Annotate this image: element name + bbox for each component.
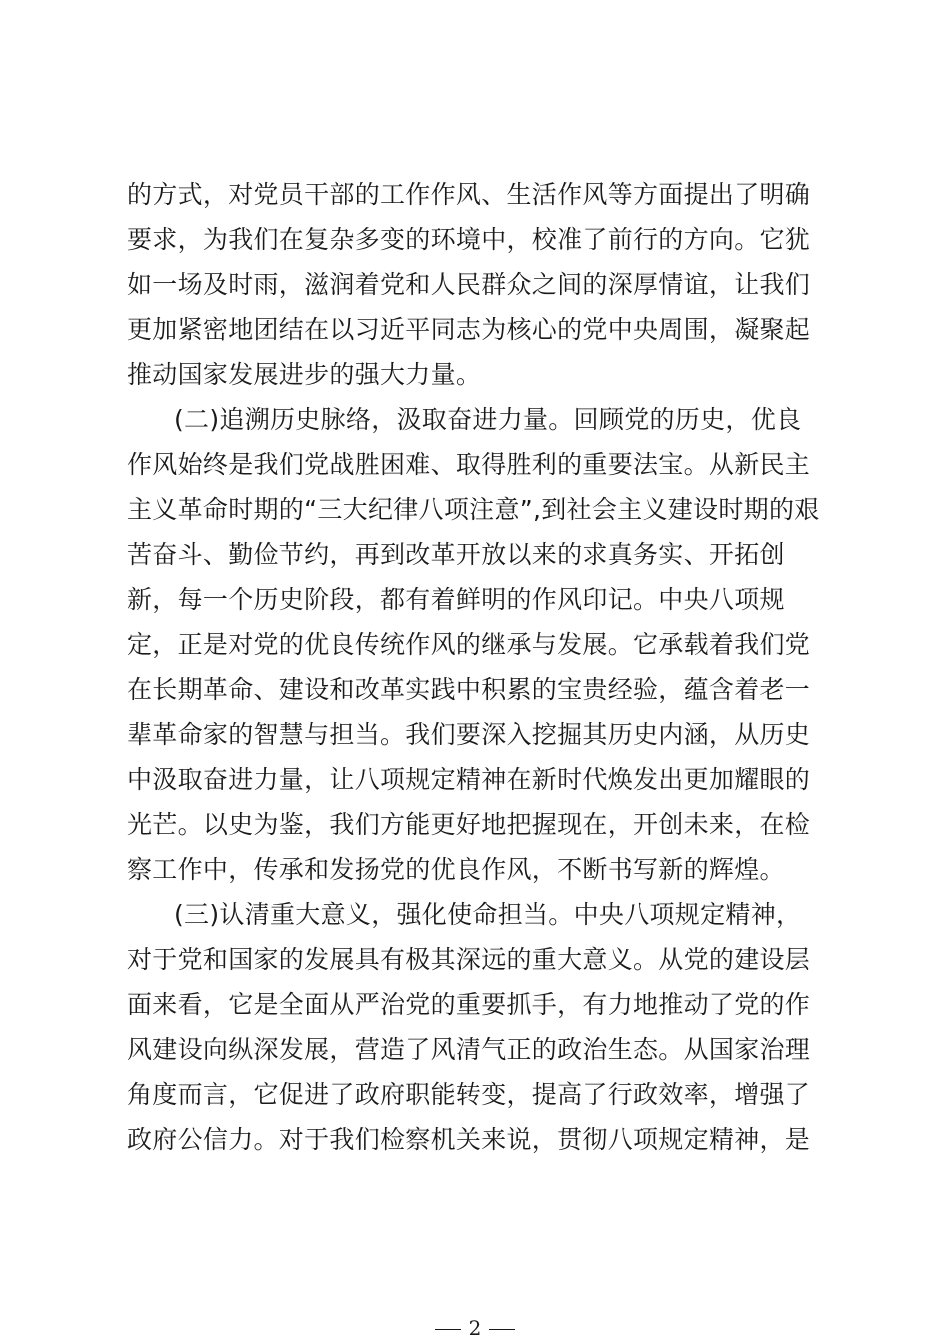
section-heading-line: (二)追溯历史脉络，汲取奋进力量。回顾党的历史，优良 xyxy=(174,405,802,434)
footer-dash-right xyxy=(489,1329,515,1330)
text-line: 推动国家发展进步的强大力量。 xyxy=(127,360,482,389)
text-line: 的方式，对党员干部的工作作风、生活作风等方面提出了明确 xyxy=(127,180,811,209)
text-line: 光芒。以史为鉴，我们方能更好地把握现在，开创未来，在检 xyxy=(127,810,811,839)
text-line: 辈革命家的智慧与担当。我们要深入挖掘其历史内涵，从历史 xyxy=(127,720,811,749)
text-line: 如一场及时雨，滋润着党和人民群众之间的深厚情谊，让我们 xyxy=(127,270,811,299)
text-line: 定，正是对党的优良传统作风的继承与发展。它承载着我们党 xyxy=(127,630,811,659)
text-line: 面来看，它是全面从严治党的重要抓手，有力地推动了党的作 xyxy=(127,990,811,1019)
section-heading-line: (三)认清重大意义，强化使命担当。中央八项规定精神， xyxy=(174,900,802,929)
text-line: 更加紧密地团结在以习近平同志为核心的党中央周围，凝聚起 xyxy=(127,315,811,344)
text-line: 要求，为我们在复杂多变的环境中，校准了前行的方向。它犹 xyxy=(127,225,811,254)
text-line: 主义革命时期的“三大纪律八项注意”,到社会主义建设时期的艰 xyxy=(127,495,820,524)
text-line: 新，每一个历史阶段，都有着鲜明的作风印记。中央八项规 xyxy=(127,585,785,614)
page-number: 2 xyxy=(468,1316,482,1340)
text-line: 中汲取奋进力量，让八项规定精神在新时代焕发出更加耀眼的 xyxy=(127,765,811,794)
text-line: 作风始终是我们党战胜困难、取得胜利的重要法宝。从新民主 xyxy=(127,450,811,479)
text-line: 在长期革命、建设和改革实践中积累的宝贵经验，蕴含着老一 xyxy=(127,675,811,704)
page-footer xyxy=(0,1316,950,1340)
body-text xyxy=(127,172,827,1162)
text-line: 察工作中，传承和发扬党的优良作风，不断书写新的辉煌。 xyxy=(127,855,785,884)
footer-dash-left xyxy=(435,1329,461,1330)
text-line: 风建设向纵深发展，营造了风清气正的政治生态。从国家治理 xyxy=(127,1035,811,1064)
text-line: 苦奋斗、勤俭节约，再到改革开放以来的求真务实、开拓创 xyxy=(127,540,785,569)
text-line: 政府公信力。对于我们检察机关来说，贯彻八项规定精神，是 xyxy=(127,1125,811,1154)
text-line: 角度而言，它促进了政府职能转变，提高了行政效率，增强了 xyxy=(127,1080,811,1109)
text-line: 对于党和国家的发展具有极其深远的重大意义。从党的建设层 xyxy=(127,945,811,974)
